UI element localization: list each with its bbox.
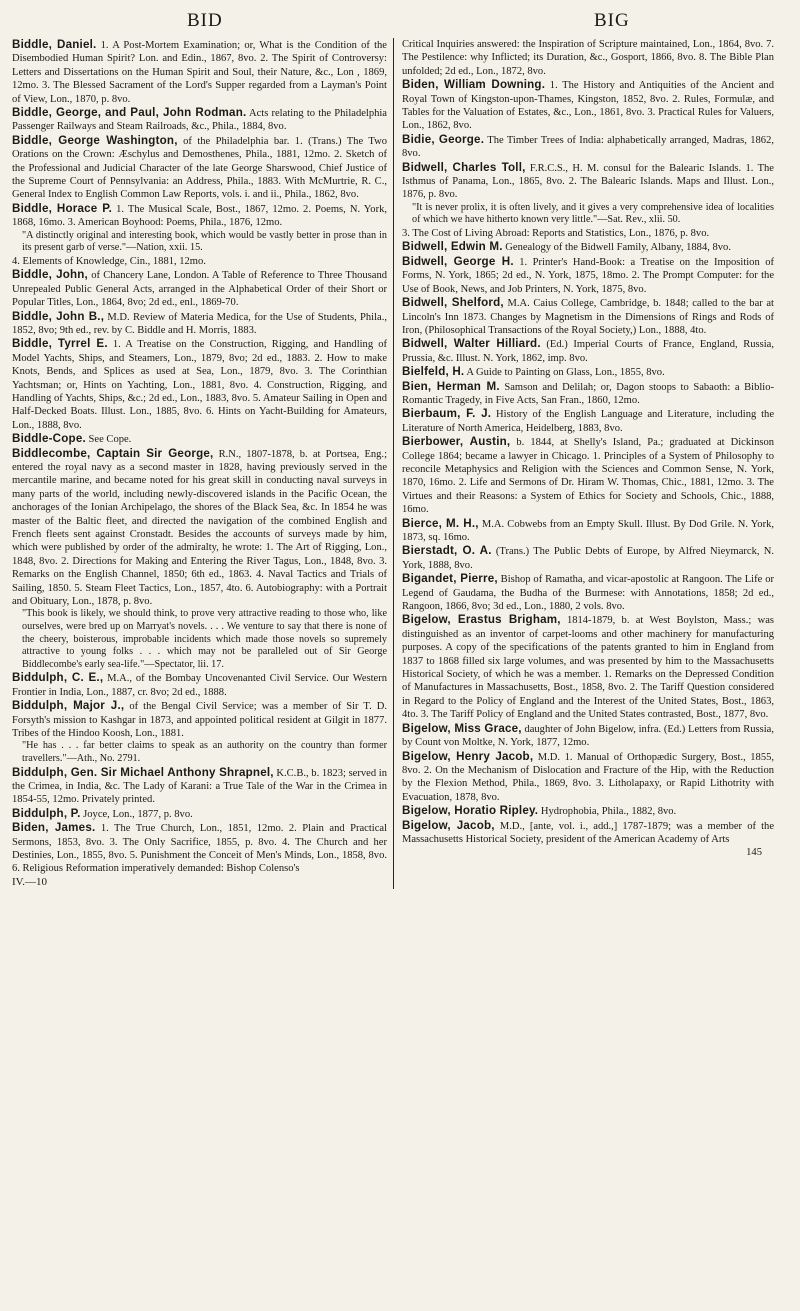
dictionary-entry bbox=[402, 380, 774, 408]
entry-name: Biddulph, P. bbox=[12, 806, 81, 820]
entry-text: The Timber Trees of India: alphabetically arranged, Madras, 1862, 8vo. bbox=[402, 134, 774, 160]
running-header bbox=[12, 10, 788, 38]
entry-quotation: "This book is likely, we should think, to prove very attractive reading to those who, like ourselves, were bred up on Marryat's novels. . . . We venture to say that there is none of the cheery, boisterous, improbable incidents which made those novels so supremely attractive to young folks . . . which may not be paralleled out of Sir George Biddlecombe's early sea-life."—Spectator, lii. 17. bbox=[22, 608, 387, 670]
dictionary-entry bbox=[402, 227, 774, 240]
entry-name: Bigelow, Erastus Brigham, bbox=[402, 613, 561, 627]
entry-name: Bierce, M. H., bbox=[402, 516, 479, 530]
entry-text: 1. A Treatise on the Construction, Rigging, and Handling of Model Yachts, Ships, and Steamers, Lon., 1879, 8vo; 2d ed., 1883. 2. How to make Knots, Bends, and Splices as used at Sea, Lon., 1879, 8vo. 3. The Corinthian Yachtsman; or, Hints on Yachting, Lon., 1881, 8vo. 4. Construction, Rigging, and Handling of Yachts, Ships, &c.; 2d ed., Lon., 1883, 8vo. 5. Amateur Sailing in Open and Half-Decked Boats. Illust. Lon., 1885, 8vo. 6. Hints on Yacht-Building for Amateurs, Lon., 1888, 8vo. bbox=[12, 339, 387, 431]
entry-name: Bierbower, Austin, bbox=[402, 435, 511, 449]
entry-text: 1. The Musical Scale, Bost., 1867, 12mo. 2. Poems, N. York, 1868, 16mo. 3. American Boyhood: Poems, Phila., 1876, 12mo. bbox=[12, 203, 387, 229]
dictionary-entry bbox=[12, 699, 387, 740]
entry-name: Biddle, John, bbox=[12, 268, 88, 282]
dictionary-entry bbox=[12, 337, 387, 432]
entry-name: Biddle, George Washington, bbox=[12, 133, 178, 147]
entry-name: Biddlecombe, Captain Sir George, bbox=[12, 446, 214, 460]
entry-text: Critical Inquiries answered: the Inspiration of Scripture maintained, Lon., 1864, 8vo. 7. The Pestilence: why Inflicted; its Duration, &c., Gosport, 1866, 8vo. 8. The Bible Plan unfolded; 2d ed., Lon., 1872, 8vo. bbox=[402, 39, 774, 77]
entry-name: Bigelow, Horatio Ripley. bbox=[402, 804, 539, 818]
entry-name: Bidwell, Edwin M. bbox=[402, 240, 503, 254]
dictionary-entry bbox=[402, 544, 774, 572]
entry-name: Bidwell, George H. bbox=[402, 254, 514, 268]
entry-name: Biddulph, C. E., bbox=[12, 671, 104, 685]
entry-name: Bidwell, Shelford, bbox=[402, 296, 504, 310]
entry-text: of Chancery Lane, London. A Table of Reference to Three Thousand Unrepealed Public General Acts, arranged in the Alphabetical Order of their Short or Popular Titles, Lon., 1864, 8vo; 2d ed., enl., 1869-70. bbox=[12, 270, 387, 309]
entry-text: Genealogy of the Bidwell Family, Albany, 1884, 8vo. bbox=[502, 242, 731, 254]
entry-name: Biddulph, Gen. Sir Michael Anthony Shrapnel, bbox=[12, 765, 274, 779]
entry-name: Bigandet, Pierre, bbox=[402, 572, 498, 586]
dictionary-entry bbox=[402, 407, 774, 435]
dictionary-entry bbox=[12, 255, 387, 268]
dictionary-entry bbox=[12, 106, 387, 134]
entry-text: F.R.C.S., H. M. consul for the Balearic Islands. 1. The Isthmus of Panama, Lon., 1865, 8vo. 2. The Balearic Islands. Maps and Illust. Lon., 1876, p. 8vo. bbox=[402, 162, 774, 201]
entry-text: History of the English Language and Literature, including the Literature of North America, Heidelberg, 1883, 8vo. bbox=[402, 409, 774, 434]
dictionary-entry bbox=[12, 432, 387, 446]
entry-text: Joyce, Lon., 1877, p. 8vo. bbox=[80, 808, 193, 820]
entry-quotation: "A distinctly original and interesting book, which would be vastly better in prose than in its present garb of verse."—Nation, xxii. 15. bbox=[22, 229, 387, 254]
entry-name: Biddle, Daniel. bbox=[12, 38, 97, 51]
entry-name: Bierstadt, O. A. bbox=[402, 544, 492, 558]
dictionary-entry bbox=[402, 161, 774, 202]
dictionary-entry bbox=[12, 202, 387, 230]
signature-mark: IV.—10 bbox=[12, 875, 47, 888]
page-number: 145 bbox=[746, 847, 762, 859]
dictionary-entry bbox=[402, 365, 774, 379]
dictionary-entry bbox=[402, 722, 774, 750]
entry-text: 1. A Post-Mortem Examination; or, What is the Condition of the Disembodied Human Spirit? Lon. and Edin., 1867, 8vo. 2. The Spirit of Controversy: Letters and Dissertations on the Human Spirit and Soul, their Nature, &c., Lon , 1869, 12mo. 3. The Blessed Sacrament of the Lord's Supper regarded from a Layman's Point of View, Lon., 1870, p. 8vo. bbox=[12, 40, 387, 105]
entry-text: A Guide to Painting on Glass, Lon., 1855, 8vo. bbox=[464, 367, 665, 379]
dictionary-entry bbox=[402, 517, 774, 545]
entry-text: M.A. Caius College, Cambridge, b. 1848; called to the bar at Lincoln's Inn 1873. Changes by Magnetism in the Dimensions of Rings and Rods of Iron, (Philosophical Transactions of the Royal Society,) Lon., 1888, 4to. bbox=[402, 298, 774, 336]
right-column bbox=[393, 38, 774, 889]
entry-text: M.A. Cobwebs from an Empty Skull. Illust. By Dod Grile. N. York, 1873, sq. 16mo. bbox=[402, 518, 774, 543]
entry-name: Bien, Herman M. bbox=[402, 379, 500, 393]
entry-name: Bierbaum, F. J. bbox=[402, 407, 492, 421]
entry-name: Bielfeld, H. bbox=[402, 365, 465, 379]
entry-text: Samson and Delilah; or, Dagon stoops to Sabaoth: a Biblio-Romantic Tragedy, in Five Acts, San Fran., 1860, 12mo. bbox=[402, 381, 774, 406]
dictionary-entry bbox=[12, 766, 387, 807]
dictionary-entry bbox=[402, 750, 774, 805]
entry-quotation: "It is never prolix, it is often lively, and it gives a very comprehensive idea of localities of which we have hitherto known very little."—Sat. Rev., xlii. 50. bbox=[412, 201, 774, 226]
entry-name: Bigelow, Miss Grace, bbox=[402, 721, 522, 735]
entry-text: 4. Elements of Knowledge, Cin., 1881, 12mo. bbox=[12, 255, 206, 267]
left-column bbox=[12, 38, 393, 889]
header-left-guideword: BID bbox=[187, 10, 223, 31]
entry-text: daughter of John Bigelow, infra. (Ed.) Letters from Russia, by Count von Moltke, N. York, 1877, 12mo. bbox=[402, 723, 774, 749]
entry-text: M.D. Review of Materia Medica, for the Use of Students, Phila., 1852, 8vo; 9th ed., rev. by C. Biddle and H. Morris, 1883. bbox=[12, 311, 387, 336]
entry-name: Biddle, John B., bbox=[12, 309, 105, 323]
entry-text: M.D. 1. Manual of Orthopædic Surgery, Bost., 1855, 8vo. 2. On the Mechanism of Dislocation and Fracture of the Hip, with the Reduction by the Flexion Method, Phila., 1869, 8vo. 3. Litholapaxy, or Rapid Lithotrity with Evacuation, 1878, 8vo. bbox=[402, 751, 775, 803]
entry-text: 1. The History and Antiquities of the Ancient and Royal Town of Kingston-upon-Thames, Kingston, 1852, 8vo. 2. Rules, Formulæ, and Tables for the Valuation of Estates, &c., Lon., 1861, 8vo. 3. Practical Rules for Valuers, Lon., 1862, 8vo. bbox=[402, 80, 774, 132]
entry-name: Biddle, George, and Paul, John Rodman. bbox=[12, 106, 247, 120]
dictionary-entry bbox=[12, 821, 387, 876]
dictionary-entry bbox=[402, 613, 774, 721]
dictionary-entry bbox=[12, 134, 387, 202]
dictionary-entry bbox=[402, 819, 774, 847]
dictionary-entry bbox=[12, 268, 387, 309]
dictionary-entry bbox=[12, 310, 387, 338]
entry-name: Biddle-Cope. bbox=[12, 432, 86, 446]
entry-name: Bidwell, Charles Toll, bbox=[402, 160, 526, 174]
dictionary-entry bbox=[402, 296, 774, 337]
entry-name: Biddle, Horace P. bbox=[12, 201, 113, 215]
entry-text: 1. The True Church, Lon., 1851, 12mo. 2. Plain and Practical Sermons, 1853, 8vo. 3. The Only Sacrifice, 1855, p. 8vo. 4. The Church and her Destinies, Lon., 1855, 8vo. 5. Punishment the Conceit of Men's Minds, Lon., 1858, 8vo. 6. Religious Reformation imperatively demanded: Bishop Colenso's bbox=[12, 823, 387, 875]
entry-text: (Ed.) Imperial Courts of France, England, Russia, Prussia, &c. Illust. N. York, 1862, imp. 8vo. bbox=[402, 339, 774, 364]
dictionary-entry bbox=[402, 240, 774, 254]
dictionary-entry bbox=[402, 572, 774, 613]
entry-name: Bigelow, Jacob, bbox=[402, 818, 495, 832]
dictionary-entry bbox=[12, 807, 387, 821]
entry-text: M.A., of the Bombay Uncovenanted Civil Service. Our Western Frontier in India, Lon., 1887, cr. 8vo; 2d ed., 1888. bbox=[12, 673, 387, 698]
dictionary-entry bbox=[402, 435, 774, 516]
entry-text: Hydrophobia, Phila., 1882, 8vo. bbox=[538, 806, 677, 818]
entry-name: Bidwell, Walter Hilliard. bbox=[402, 337, 541, 351]
dictionary-entry bbox=[12, 447, 387, 609]
entry-text: See Cope. bbox=[85, 434, 132, 446]
entry-text: 1814-1879, b. at West Boylston, Mass.; was distinguished as an inventor of carpet-looms and other machinery for manufacturing purposes. A copy of the specifications of the patents granted to him in England from 1837 to 1868 filled six large volumes, and was presented by him to the Massachusetts Historical Society, of which he was a member. 1. Remarks on the Depressed Condition of Manufactures in Massachusetts, Bost., 1858, 8vo. 2. The Tariff Question considered in Regard to the Policy of England and the Interest of the United States, Bost., 1863, 4to. 3. The Tariff Policy of England and the United States contrasted, Bost., 1877, 8vo. bbox=[402, 615, 774, 721]
dictionary-entry bbox=[402, 78, 774, 133]
entry-text: of the Philadelphia bar. 1. (Trans.) The Two Orations on the Crown: Æschylus and Demosthenes, Phila., 1881, 12mo. 2. Sketch of the Professional and Judicial Character of the late George Sharswood, Chief Justice of the Supreme Court of Pennsylvania: an Address, Phila., 1883. With McMurtrie, R. C., General Index to English Common Law Reports, vols. i. and ii., Phila., 1862, 8vo. bbox=[12, 135, 387, 201]
entry-name: Biden, James. bbox=[12, 821, 96, 835]
dictionary-entry bbox=[12, 671, 387, 699]
entry-text: 1. Printer's Hand-Book: a Treatise on the Imposition of Forms, N. York, 1865; 2d ed., N. York, 1875, 18mo. 2. The Prompt Computer: for the Use of Book, News, and Job Printers, N. York, 1875, 8vo. bbox=[402, 256, 775, 295]
entry-text: (Trans.) The Public Debts of Europe, by Alfred Nieymarck, N. York, 1888, 8vo. bbox=[402, 546, 774, 571]
entry-text: b. 1844, at Shelly's Island, Pa.; graduated at Dickinson College 1864; became a lawyer in Chicago. 1. Principles of a System of Philosophy to reconcile Metaphysics and Religion with the Sciences and Common Sense, N. York, 1870, 16mo. 2. Life and Sermons of Dr. Hiram W. Thomas, Chic., 1881, 12mo. 3. The Virtues and their Reasons: a System of Ethics for Society and Schools, Chic., 1888, 16mo. bbox=[402, 437, 774, 516]
entry-text: K.C.B., b. 1823; served in the Crimea, in India, &c. The Lady of Karani: a True Tale of the War in the Crimea in 1854-55, 12mo. Privately printed. bbox=[12, 767, 387, 806]
entry-text: of the Bengal Civil Service; was a member of Sir T. D. Forsyth's mission to Kashgar in 1873, and appointed political resident at Gilgit in 1877. Tribes of the Hindoo Koosh, Lon., 1881. bbox=[12, 701, 387, 740]
dictionary-entry bbox=[402, 38, 774, 78]
entry-text: M.D., [ante, vol. i., add.,] 1787-1879; was a member of the Massachusetts Historical Society, president of the American Academy of Arts bbox=[402, 820, 774, 845]
entry-name: Bidie, George. bbox=[402, 132, 485, 146]
dictionary-entry bbox=[402, 255, 774, 296]
dictionary-entry bbox=[402, 133, 774, 161]
header-right-guideword: BIG bbox=[594, 10, 630, 31]
entry-quotation: "He has . . . far better claims to speak as an authority on the country than former travellers."—Ath., No. 2791. bbox=[22, 740, 387, 765]
dictionary-entry bbox=[402, 804, 774, 818]
dictionary-entry bbox=[402, 337, 774, 365]
dictionary-entry bbox=[12, 38, 387, 106]
two-column-body bbox=[12, 38, 788, 889]
entry-name: Biddulph, Major J., bbox=[12, 699, 125, 713]
entry-name: Biddle, Tyrrel E. bbox=[12, 337, 108, 351]
entry-name: Biden, William Downing. bbox=[402, 78, 546, 92]
entry-name: Bigelow, Henry Jacob, bbox=[402, 749, 534, 763]
entry-text: Acts relating to the Philadelphia Passenger Railways and Steam Railroads, &c., Phila., 1884, 8vo. bbox=[12, 108, 387, 133]
entry-text: R.N., 1807-1878, b. at Portsea, Eng.; entered the royal navy as a second master in 1828, having previously served in the mercantile marine, and became noted for his great skill in conducting naval surveys in many parts of the world, including newly-discovered islands in the Pacific Ocean, the anchorages of the Ionian Archipelago, the shores of the Black Sea, &c. In 1854 he was master of the Baltic fleet, and directed the navigation of the combined English and French fleets sent against Cronstadt. Besides the accounts of surveys made by him, which were published by order of the admiralty, he wrote: 1. The Art of Rigging, Lon., 1848, 8vo. 2. Directions for Making and Entering the River Tagus, Lon., 1848, 8vo. 3. Remarks on the English Channel, 1850; 6th ed., 1863. 4. Naval Tactics and Trials of Sailing, 1850. 5. Steam Fleet Tactics, Lon., 1857, 4to. 6. Autobiography: with a Portrait and Obituary, Lon., 1878, p. 8vo. bbox=[12, 448, 387, 608]
entry-text: Bishop of Ramatha, and vicar-apostolic at Rangoon. The Life or Legend of Gaudama, the Budha of the Burmese: with Annotations, 1858; 2d ed., Rangoon, 1866, 8vo; 3d ed., Lon., 1880, 2 vols. 8vo. bbox=[402, 574, 774, 613]
entry-text: 3. The Cost of Living Abroad: Reports and Statistics, Lon., 1876, p. 8vo. bbox=[402, 228, 710, 240]
